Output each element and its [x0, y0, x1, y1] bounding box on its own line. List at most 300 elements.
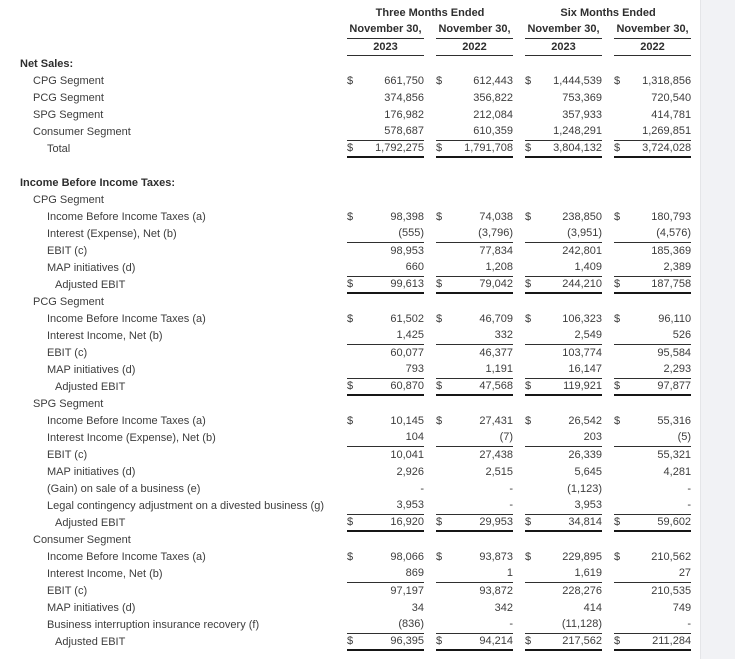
column-gap	[513, 378, 525, 395]
row-label: Interest Income, Net (b)	[47, 567, 163, 580]
currency-symbol	[614, 344, 630, 361]
currency-symbol	[614, 497, 630, 514]
value-cell	[630, 174, 691, 191]
column-gap	[424, 446, 436, 463]
column-gap	[513, 497, 525, 514]
currency-symbol: $	[436, 140, 452, 157]
currency-symbol	[525, 480, 541, 497]
currency-symbol: $	[614, 140, 630, 157]
value-cell: 610,359	[473, 125, 514, 138]
column-gap	[513, 548, 525, 565]
value-cell	[452, 191, 513, 208]
column-gap	[513, 327, 525, 344]
currency-symbol	[525, 259, 541, 276]
row-label: Adjusted EBIT	[55, 516, 126, 529]
currency-symbol	[436, 599, 452, 616]
column-gap	[424, 582, 436, 599]
column-gap	[424, 463, 436, 480]
value-cell: 97,197	[363, 582, 424, 599]
column-gap	[424, 565, 436, 582]
column-gap	[513, 259, 525, 276]
currency-symbol	[614, 259, 630, 276]
currency-symbol	[436, 106, 452, 123]
currency-symbol: $	[347, 414, 354, 427]
currency-symbol	[525, 616, 541, 633]
value-cell	[452, 293, 513, 310]
value-cell: 1,248,291	[553, 125, 603, 138]
table-row	[20, 123, 691, 140]
column-year-3: 2023	[525, 38, 602, 55]
column-gap	[424, 412, 436, 429]
column-gap	[602, 531, 614, 548]
value-cell: 342	[494, 601, 514, 614]
currency-symbol: $	[347, 312, 354, 325]
value-cell: -	[687, 618, 692, 631]
column-gap	[424, 242, 436, 259]
table-row	[20, 310, 691, 327]
currency-symbol	[347, 616, 363, 633]
value-cell: 34	[411, 601, 424, 614]
currency-symbol	[347, 123, 363, 140]
header-spacer	[20, 38, 347, 55]
currency-symbol	[614, 599, 630, 616]
currency-symbol	[436, 565, 452, 582]
value-cell: 661,750	[384, 74, 424, 87]
currency-symbol: $	[525, 550, 532, 563]
value-cell	[363, 191, 424, 208]
table-row	[20, 514, 691, 531]
column-gap	[513, 463, 525, 480]
column-gap	[602, 259, 614, 276]
row-label: EBIT (c)	[47, 448, 88, 461]
row-label: Adjusted EBIT	[55, 380, 126, 393]
currency-symbol	[436, 259, 452, 276]
column-gap	[602, 361, 614, 378]
value-cell: 96,395	[363, 633, 424, 650]
table-row	[20, 106, 691, 123]
value-cell: 176,982	[384, 108, 424, 121]
value-cell: (5)	[677, 431, 692, 444]
value-cell: 1,269,851	[642, 125, 692, 138]
currency-symbol: $	[525, 140, 541, 157]
value-cell: 332	[494, 329, 514, 342]
column-gap	[513, 582, 525, 599]
row-label: MAP initiatives (d)	[47, 601, 136, 614]
value-cell: 27,431	[479, 414, 514, 427]
currency-symbol: $	[525, 312, 532, 325]
value-cell: 10,145	[390, 414, 424, 427]
value-cell: 1,425	[396, 329, 424, 342]
column-gap	[602, 242, 614, 259]
table-body	[20, 55, 691, 650]
currency-symbol	[347, 327, 363, 344]
value-cell: 3,953	[396, 499, 424, 512]
value-cell: -	[509, 499, 514, 512]
row-label: Consumer Segment	[33, 125, 131, 138]
row-label: SPG Segment	[33, 397, 104, 410]
column-gap	[424, 548, 436, 565]
currency-symbol	[347, 106, 363, 123]
value-cell: 211,284	[630, 633, 691, 650]
currency-symbol: $	[614, 414, 621, 427]
value-cell	[363, 531, 424, 548]
value-cell: 94,214	[452, 633, 513, 650]
currency-symbol: $	[347, 210, 354, 223]
column-year-4: 2022	[614, 38, 691, 55]
value-cell: 2,389	[663, 261, 692, 274]
currency-symbol: $	[347, 550, 354, 563]
row-label: CPG Segment	[33, 193, 104, 206]
row-label: Business interruption insurance recovery (f)	[47, 618, 260, 631]
column-gap	[602, 497, 614, 514]
value-cell: 60,077	[363, 344, 424, 361]
currency-symbol	[436, 497, 452, 514]
value-cell: (3,951)	[567, 227, 603, 240]
column-gap	[513, 616, 525, 633]
table-row	[20, 327, 691, 344]
value-cell: 180,793	[651, 210, 692, 223]
currency-symbol: $	[436, 414, 443, 427]
value-cell	[541, 531, 602, 548]
currency-symbol: $	[525, 74, 532, 87]
value-cell: 55,316	[657, 414, 692, 427]
currency-symbol	[525, 599, 541, 616]
value-cell: 753,369	[562, 91, 603, 104]
currency-symbol: $	[614, 514, 630, 531]
table-row	[20, 208, 691, 225]
column-gap	[513, 599, 525, 616]
column-gap	[513, 38, 525, 55]
value-cell: (555)	[398, 227, 424, 240]
currency-symbol	[614, 327, 630, 344]
currency-symbol	[525, 293, 541, 310]
column-gap	[602, 378, 614, 395]
value-cell	[630, 191, 691, 208]
currency-symbol	[525, 565, 541, 582]
row-label: Interest (Expense), Net (b)	[47, 227, 177, 240]
column-gap	[602, 514, 614, 531]
currency-symbol	[347, 565, 363, 582]
row-label: MAP initiatives (d)	[47, 261, 136, 274]
column-gap	[602, 123, 614, 140]
column-gap	[602, 293, 614, 310]
currency-symbol	[436, 395, 452, 412]
value-cell: 27	[678, 567, 692, 580]
value-cell: 187,758	[630, 276, 691, 293]
column-gap	[602, 225, 614, 242]
currency-symbol: $	[436, 312, 443, 325]
column-gap	[424, 378, 436, 395]
column-gap	[602, 89, 614, 106]
period-header-six-months: Six Months Ended	[560, 6, 656, 19]
column-gap	[513, 565, 525, 582]
column-gap	[513, 72, 525, 89]
currency-symbol	[347, 599, 363, 616]
value-cell: 103,774	[541, 344, 602, 361]
column-gap	[424, 497, 436, 514]
column-gap	[602, 140, 614, 157]
value-cell: 98,953	[363, 242, 424, 259]
value-cell	[363, 395, 424, 412]
column-gap	[513, 191, 525, 208]
currency-symbol: $	[614, 378, 630, 395]
column-gap	[513, 21, 525, 38]
column-gap	[513, 242, 525, 259]
currency-symbol	[436, 429, 452, 446]
column-gap	[602, 72, 614, 89]
currency-symbol: $	[614, 550, 621, 563]
currency-symbol	[525, 225, 541, 242]
table-row	[20, 395, 691, 412]
value-cell: 79,042	[452, 276, 513, 293]
column-gap	[513, 106, 525, 123]
value-cell: 61,502	[390, 312, 424, 325]
column-gap	[424, 276, 436, 293]
currency-symbol	[347, 582, 363, 599]
column-gap	[602, 548, 614, 565]
column-gap	[424, 89, 436, 106]
value-cell: 47,568	[452, 378, 513, 395]
value-cell: -	[420, 482, 424, 495]
column-gap	[602, 38, 614, 55]
value-cell: 2,926	[396, 465, 424, 478]
value-cell	[363, 293, 424, 310]
value-cell: 578,687	[384, 125, 424, 138]
column-gap	[602, 106, 614, 123]
currency-symbol	[525, 106, 541, 123]
row-label: MAP initiatives (d)	[47, 465, 136, 478]
currency-symbol: $	[525, 210, 532, 223]
currency-symbol: $	[347, 378, 363, 395]
value-cell	[541, 174, 602, 191]
value-cell: 16,147	[568, 363, 603, 376]
column-gap	[424, 106, 436, 123]
value-cell: 238,850	[562, 210, 603, 223]
currency-symbol: $	[614, 633, 630, 650]
value-cell: 1,792,275	[363, 140, 424, 157]
table-row	[20, 582, 691, 599]
currency-symbol: $	[347, 633, 363, 650]
segment-results-table	[20, 4, 691, 651]
value-cell: 414	[583, 601, 603, 614]
column-gap	[513, 123, 525, 140]
column-gap	[424, 191, 436, 208]
value-cell	[452, 531, 513, 548]
value-cell	[630, 55, 691, 72]
value-cell: 526	[672, 329, 692, 342]
row-label: Income Before Income Taxes (a)	[47, 550, 206, 563]
value-cell: 212,084	[473, 108, 514, 121]
table-row	[20, 293, 691, 310]
column-gap	[513, 480, 525, 497]
currency-symbol	[525, 582, 541, 599]
row-label: Adjusted EBIT	[55, 635, 126, 648]
value-cell: (3,796)	[478, 227, 514, 240]
currency-symbol: $	[436, 210, 443, 223]
row-label: Total	[47, 142, 71, 155]
column-gap	[513, 633, 525, 650]
value-cell: 26,339	[541, 446, 602, 463]
table-row	[20, 361, 691, 378]
value-cell: 1,409	[574, 261, 603, 274]
currency-symbol	[436, 55, 452, 72]
currency-symbol	[525, 55, 541, 72]
column-gap	[513, 89, 525, 106]
value-cell: 16,920	[363, 514, 424, 531]
value-cell: 217,562	[541, 633, 602, 650]
table-row	[20, 446, 691, 463]
currency-symbol	[436, 616, 452, 633]
value-cell: 210,535	[630, 582, 691, 599]
currency-symbol	[525, 174, 541, 191]
column-gap	[602, 191, 614, 208]
value-cell: 55,321	[630, 446, 691, 463]
value-cell	[541, 191, 602, 208]
column-gap	[513, 293, 525, 310]
value-cell: 1,208	[485, 261, 514, 274]
value-cell: 93,873	[479, 550, 514, 563]
column-gap	[424, 395, 436, 412]
table-row	[20, 548, 691, 565]
currency-symbol	[614, 361, 630, 378]
column-gap	[513, 395, 525, 412]
currency-symbol	[525, 531, 541, 548]
table-row	[20, 599, 691, 616]
spacer-row	[20, 157, 691, 174]
value-cell: 356,822	[473, 91, 514, 104]
currency-symbol: $	[525, 378, 541, 395]
column-gap	[513, 531, 525, 548]
column-gap	[602, 310, 614, 327]
currency-symbol	[614, 242, 630, 259]
table-row	[20, 140, 691, 157]
value-cell: 60,870	[363, 378, 424, 395]
table-row	[20, 72, 691, 89]
column-gap	[602, 582, 614, 599]
value-cell: 210,562	[651, 550, 692, 563]
column-gap	[602, 395, 614, 412]
currency-symbol	[525, 446, 541, 463]
column-gap	[424, 361, 436, 378]
row-label: Legal contingency adjustment on a divested business (g)	[47, 499, 325, 512]
currency-symbol	[347, 480, 363, 497]
value-cell: 1,791,708	[452, 140, 513, 157]
currency-symbol	[525, 344, 541, 361]
currency-symbol	[614, 565, 630, 582]
currency-symbol	[436, 361, 452, 378]
currency-symbol: $	[436, 550, 443, 563]
currency-symbol	[525, 242, 541, 259]
value-cell: 26,542	[568, 414, 603, 427]
currency-symbol	[436, 293, 452, 310]
column-year-1: 2023	[347, 38, 424, 55]
column-gap	[424, 633, 436, 650]
value-cell: 27,438	[452, 446, 513, 463]
column-gap	[513, 344, 525, 361]
value-cell	[630, 395, 691, 412]
table-row	[20, 378, 691, 395]
currency-symbol	[614, 174, 630, 191]
currency-symbol	[347, 225, 363, 242]
value-cell: 612,443	[473, 74, 514, 87]
currency-symbol	[347, 497, 363, 514]
table-row	[20, 565, 691, 582]
value-cell: 2,549	[574, 329, 603, 342]
currency-symbol	[614, 293, 630, 310]
currency-symbol	[525, 463, 541, 480]
column-gap	[424, 55, 436, 72]
column-gap	[424, 599, 436, 616]
column-gap	[602, 412, 614, 429]
column-gap	[602, 599, 614, 616]
value-cell: 46,709	[479, 312, 514, 325]
currency-symbol	[436, 463, 452, 480]
column-gap	[602, 55, 614, 72]
currency-symbol	[436, 123, 452, 140]
table-row	[20, 344, 691, 361]
row-label: Interest Income (Expense), Net (b)	[47, 431, 216, 444]
value-cell: 10,041	[363, 446, 424, 463]
value-cell: 95,584	[630, 344, 691, 361]
row-label: SPG Segment	[33, 108, 104, 121]
currency-symbol: $	[614, 312, 621, 325]
value-cell: 414,781	[651, 108, 692, 121]
currency-symbol: $	[436, 378, 452, 395]
value-cell: (1,123)	[567, 482, 603, 495]
column-gap	[424, 174, 436, 191]
currency-symbol	[347, 89, 363, 106]
currency-symbol	[436, 344, 452, 361]
currency-symbol	[436, 242, 452, 259]
column-gap	[602, 276, 614, 293]
value-cell: 98,398	[390, 210, 424, 223]
value-cell: 2,293	[663, 363, 692, 376]
table-row	[20, 191, 691, 208]
value-cell: 3,804,132	[541, 140, 602, 157]
value-cell	[452, 395, 513, 412]
column-gap	[602, 463, 614, 480]
value-cell	[541, 395, 602, 412]
table-row	[20, 429, 691, 446]
currency-symbol	[347, 242, 363, 259]
row-label: Interest Income, Net (b)	[47, 329, 163, 342]
value-cell: 119,921	[541, 378, 602, 395]
column-gap	[424, 21, 436, 38]
currency-symbol	[436, 446, 452, 463]
row-label: EBIT (c)	[47, 244, 88, 257]
row-label: (Gain) on sale of a business (e)	[47, 482, 201, 495]
column-gap	[424, 38, 436, 55]
table-row	[20, 463, 691, 480]
currency-symbol: $	[614, 74, 621, 87]
value-cell: 869	[405, 567, 424, 580]
table-row	[20, 633, 691, 650]
value-cell: 1	[506, 567, 514, 580]
value-cell: 96,110	[658, 312, 692, 325]
currency-symbol	[347, 531, 363, 548]
column-gap	[602, 208, 614, 225]
table-row	[20, 616, 691, 633]
value-cell: (836)	[398, 618, 424, 631]
currency-symbol	[436, 582, 452, 599]
value-cell: 29,953	[452, 514, 513, 531]
currency-symbol	[614, 616, 630, 633]
currency-symbol	[614, 429, 630, 446]
value-cell: 1,318,856	[642, 74, 692, 87]
value-cell: 357,933	[562, 108, 603, 121]
row-label: EBIT (c)	[47, 584, 88, 597]
column-gap	[513, 446, 525, 463]
